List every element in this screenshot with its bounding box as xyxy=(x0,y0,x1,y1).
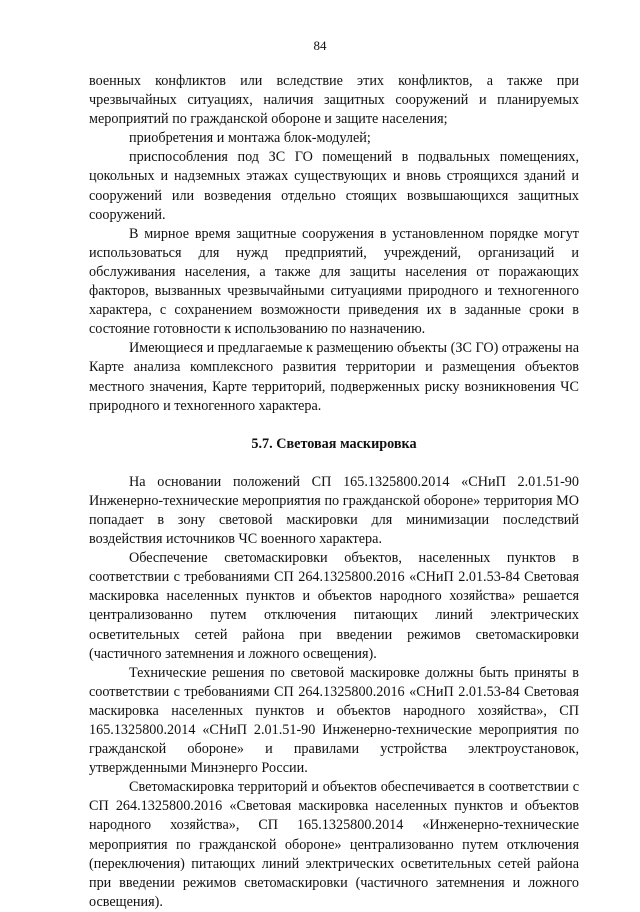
paragraph: Обеспечение светомаскировки объектов, населенных пунктов в соответствии с требованиями СП 264.1325800.2016 «СНиП 2.01.53-84 Световая маскировка населенных пунктов и объектов народного хозяйства» решается централизованно путем отключения питающих линий электрических осветительных сетей района при введении режимов светомаскировки (частичного затемнения и ложного освещения). xyxy=(89,550,579,662)
body-text xyxy=(89,72,579,912)
paragraph: Светомаскировка территорий и объектов обеспечивается в соответствии с СП 264.1325800.2016 «Световая маскировка населенных пунктов и объектов народного хозяйства», СП 165.1325800.2014 «Инженерно-технические мероприятия по гражданской обороне» централизованно путем отключения (переключения) питающих линий электрических осветительных сетей района при введении режимов светомаскировки (частичного затемнения и ложного освещения). xyxy=(89,779,579,910)
paragraph: В мирное время защитные сооружения в установленном порядке могут использоваться для нужд предприятий, учреждений, организаций и обслуживания населения, а также для защиты населения от поражающих факторов, вызванных чрезвычайными ситуациями природного и техногенного характера, с сохранением возможности приведения их в заданные сроки в состояние готовности к использованию по назначению. xyxy=(89,225,579,338)
paragraph: Имеющиеся и предлагаемые к размещению объекты (ЗС ГО) отражены на Карте анализа комплексного развития территории и размещения объектов местного значения, Карте территорий, подверженных риску возникновения ЧС природного и техногенного характера. xyxy=(89,340,579,414)
paragraph: На основании положений СП 165.1325800.2014 «СНиП 2.01.51-90 Инженерно-технические мероприятия по гражданской обороне» территория МО попадает в зону световой маскировки для минимизации последствий воздействия источников ЧС военного характера. xyxy=(89,473,579,548)
section-heading: 5.7. Световая маскировка xyxy=(251,435,417,452)
paragraph: Технические решения по световой маскировке должны быть приняты в соответствии с требованиями СП 264.1325800.2016 «СНиП 2.01.53-84 Световая маскировка населенных пунктов и объектов народного хозяйства», СП 165.1325800.2014 «СНиП 2.01.51-90 Инженерно-технические мероприятия по гражданской обороне» и правилами устройства электроустановок, утвержденными Минэнерго России. xyxy=(89,664,579,777)
paragraph: приспособления под ЗС ГО помещений в подвальных помещениях, цокольных и надземных этажах существующих и вновь строящихся зданий и сооружений или возведения отдельно стоящих возвышающихся защитных сооружений. xyxy=(89,149,579,223)
paragraph-continuation: военных конфликтов или вследствие этих конфликтов, а также при чрезвычайных ситуациях, наличия защитных сооружений и планируемых мероприятий по гражданской обороне и защите населения; xyxy=(89,73,579,128)
paragraph: приобретения и монтажа блок-модулей; xyxy=(129,130,371,147)
page-number: 84 xyxy=(313,38,327,53)
